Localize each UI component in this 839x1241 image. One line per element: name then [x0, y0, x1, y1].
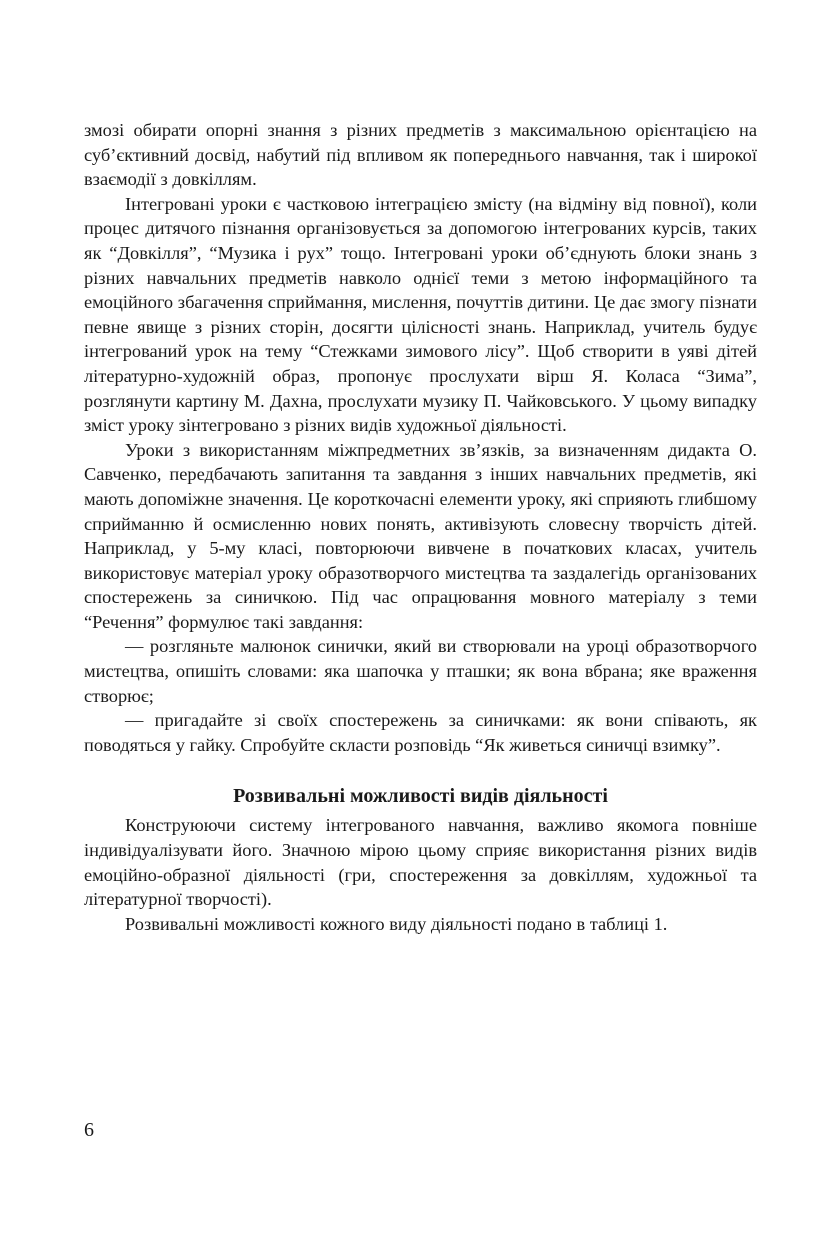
page-number: 6: [84, 1119, 94, 1141]
paragraph-task-two: — пригадайте зі своїх спостережень за синичками: як вони співають, як поводяться у гайку. Спробуйте скласти розповідь “Як живеться синичці взимку”.: [84, 710, 757, 755]
paragraph-table-reference: Розвивальні можливості кожного виду діяльності подано в таблиці 1.: [125, 913, 668, 934]
paragraph-continuation: змозі обирати опорні знання з різних предметів з максимальною орієнтацією на суб’єктивний досвід, набутий під впливом як попереднього навчання, так і широкої взаємодії з довкіллям.: [84, 120, 757, 190]
paragraph-integrated-lessons: Інтегровані уроки є частковою інтеграцією змісту (на відміну від повної), коли процес дитячого пізнання організовується за допомогою інтегрованих курсів, таких як “Довкілля”, “Музика і рух” тощо. Інтегровані уроки об’єднують блоки знань з різних навчальних предметів навколо однієї теми з метою інформаційного та емоційного збагачення сприймання, мислення, почуттів дитини. Це дає змогу пізнати певне явище з різних сторін, досягти цілісності знань. Наприклад, учитель будує інтегрований урок на тему “Стежками зимового лісу”. Щоб створити в уяві дітей літературно-художній образ, пропонує прослухати вірш Я. Коласа “Зима”, розглянути картину М. Дахна, прослухати музику П. Чайковського. У цьому випадку зміст уроку зінтегровано з різних видів художньої діяльності.: [84, 193, 757, 436]
paragraph-task-one: — розгляньте малюнок синички, який ви створювали на уроці образотворчого мистецтва, опишіть словами: яка шапочка у пташки; як вона вбрана; яке враження створює;: [84, 636, 757, 706]
paragraph-interdisciplinary-links: Уроки з використанням міжпредметних зв’язків, за визначенням дидакта О. Савченко, передбачають запитання та завдання з інших навчальних предметів, які мають допоміжне значення. Це короткочасні елементи уроку, які сприяють глибшому сприйманню й осмисленню нових понять, активізують словесну творчість дітей. Наприклад, у 5-му класі, повторюючи вивчене в початкових класах, учитель використовує матеріал уроку образотворчого мистецтва та заздалегідь організованих спостережень за синичкою. Під час опрацювання мовного матеріалу з теми “Речення” формулює такі завдання:: [84, 439, 757, 632]
section-heading: Розвивальні можливості видів діяльності: [233, 785, 608, 808]
paragraph-individualization: Конструюючи систему інтегрованого навчання, важливо якомога повніше індивідуалізувати його. Значною мірою цьому сприяє використання різних видів емоційно-образної діяльності (гри, спостереження за довкіллям, художньої та літературної творчості).: [84, 815, 757, 910]
page-body: [84, 118, 757, 936]
